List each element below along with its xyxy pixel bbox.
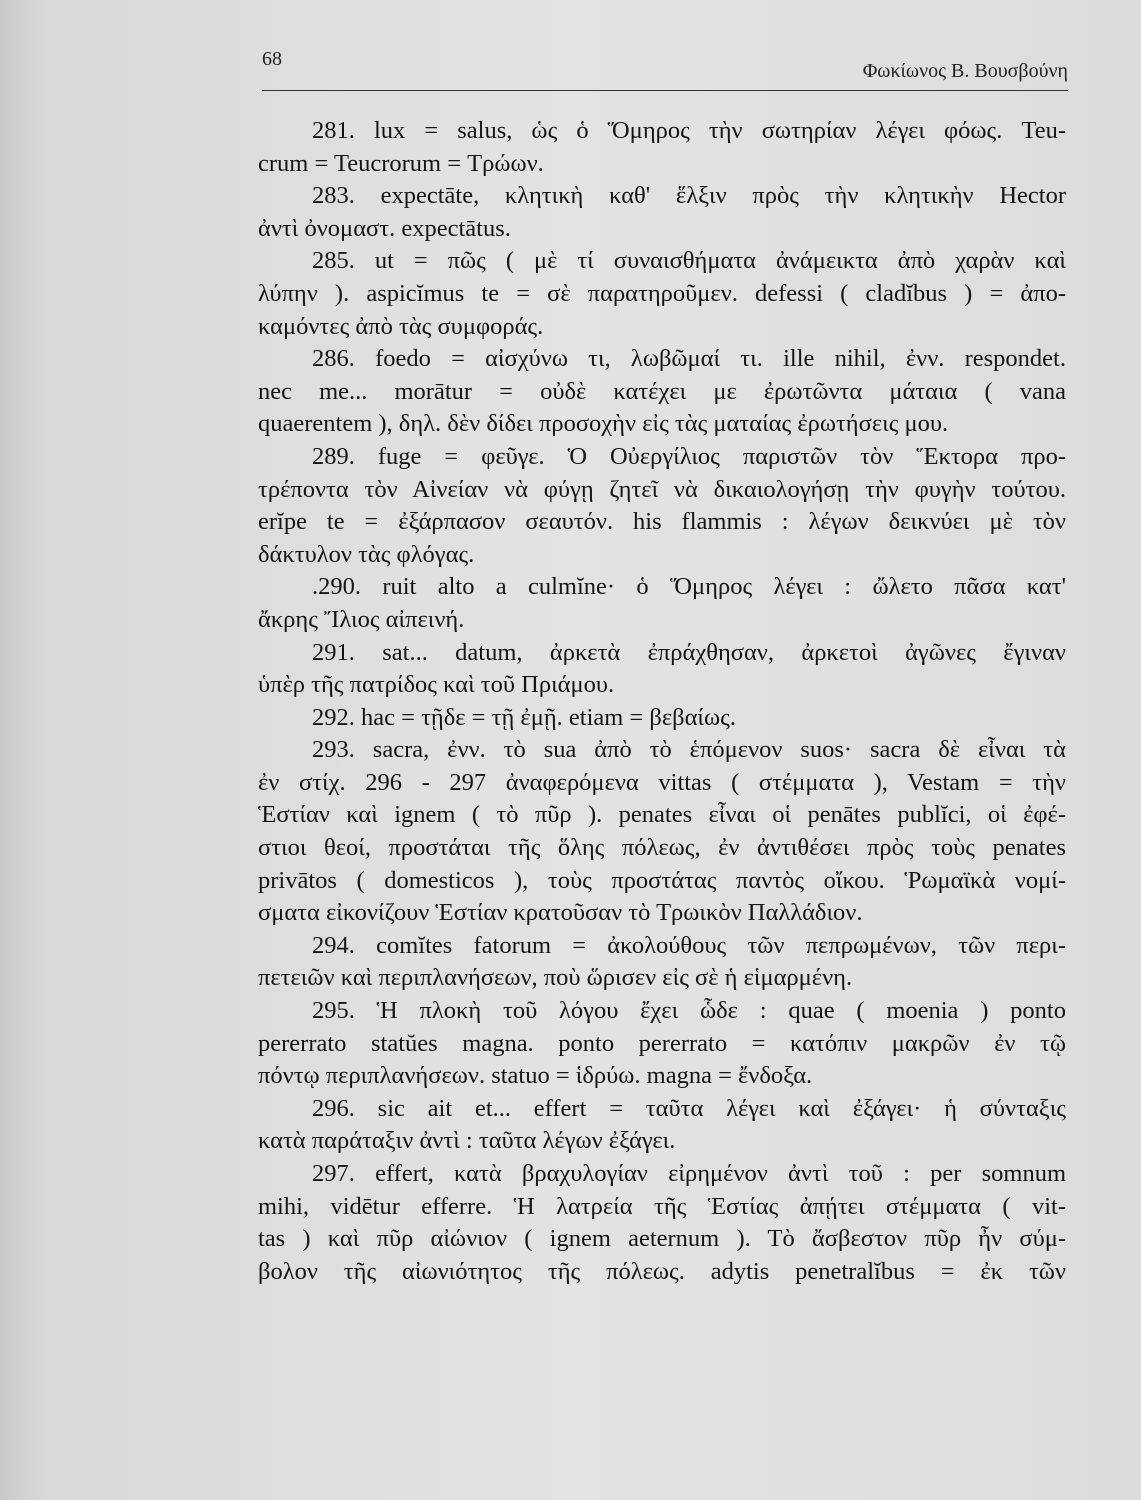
text-line: 289. fuge = φεῦγε. Ὁ Οὐεργίλιος παριστῶν τὸν Ἕκτορα προ- <box>312 442 1066 470</box>
text-line: στιοι θεοί, προστάται τῆς ὅλης πόλεως, ἐν ἀντιθέσει πρὸς τοὺς penates <box>258 834 1066 862</box>
text-line: 286. foedo = αἰσχύνω τι, λωβῶμαί τι. ille nihil, ἐνν. respondet. <box>312 345 1066 373</box>
text-line: quaerentem ), δηλ. δὲν δίδει προσοχὴν εἰς τὰς ματαίας ἐρωτήσεις μου. <box>258 410 949 438</box>
text-line: πετειῶν καὶ περιπλανήσεων, ποὺ ὥρισεν εἰς σὲ ἡ εἱμαρμένη. <box>258 964 853 992</box>
text-line: crum = Teucrorum = Τρώων. <box>258 149 544 177</box>
text-line: Ἑστίαν καὶ ignem ( τὸ πῦρ ). penates εἶναι οἱ penātes publĭci, οἱ ἐφέ- <box>258 801 1066 829</box>
page-header <box>262 48 1068 91</box>
text-line: ὑπὲρ τῆς πατρίδος καὶ τοῦ Πριάμου. <box>258 671 615 699</box>
text-line: δάκτυλον τὰς φλόγας. <box>258 540 475 568</box>
running-head: Φωκίωνος Β. Βουσβούνη <box>862 60 1068 82</box>
commentary-text <box>258 115 1066 1288</box>
text-line: 291. sat... datum, ἀρκετὰ ἐπράχθησαν, ἀρκετοὶ ἀγῶνες ἔγιναν <box>312 638 1066 666</box>
text-line: ἐν στίχ. 296 - 297 ἀναφερόμενα vittas ( στέμματα ), Vestam = τὴν <box>258 768 1066 796</box>
text-line: πόντῳ περιπλανήσεων. statuo = ἱδρύω. magna = ἔνδοξα. <box>258 1062 813 1090</box>
text-line: 297. effert, κατὰ βραχυλογίαν εἰρημένον ἀντὶ τοῦ : per somnum <box>312 1160 1066 1187</box>
text-line: ἀντὶ ὀνομαστ. expectātus. <box>258 214 511 242</box>
text-line: erĭpe te = ἐξάρπασον σεαυτόν. his flammis : λέγων δεικνύει μὲ τὸν <box>258 508 1066 536</box>
text-line: 294. comĭtes fatorum = ἀκολούθους τῶν πεπρωμένων, τῶν περι- <box>312 931 1066 959</box>
text-line: 293. sacra, ἐνν. τὸ sua ἀπὸ τὸ ἑπόμενον suos· sacra δὲ εἶναι τὰ <box>312 736 1066 764</box>
text-line: privātos ( domesticos ), τοὺς προστάτας παντὸς οἴκου. Ῥωμαϊκὰ νομί- <box>258 866 1066 894</box>
text-line: καμόντες ἀπὸ τὰς συμφοράς. <box>258 312 544 340</box>
text-line: λύπην ). aspicĭmus te = σὲ παρατηροῦμεν. defessi ( cladĭbus ) = ἀπο- <box>258 279 1066 307</box>
text-line: 285. ut = πῶς ( μὲ τί συναισθήματα ἀνάμεικτα ἀπὸ χαρὰν καὶ <box>312 247 1066 275</box>
text-line: τρέποντα τὸν Αἰνείαν νὰ φύγῃ ζητεῖ νὰ δικαιολογήσῃ τὴν φυγὴν τούτου. <box>258 475 1066 503</box>
text-line: mihi, vidētur efferre. Ἡ λατρεία τῆς Ἑστίας ἀπῄτει στέμματα ( vit- <box>258 1192 1066 1220</box>
page-number: 68 <box>262 48 282 70</box>
text-line: tas ) καὶ πῦρ αἰώνιον ( ignem aeternum ). Τὸ ἄσβεστον πῦρ ἦν σύμ- <box>258 1225 1066 1253</box>
text-line: nec me... morātur = οὐδὲ κατέχει με ἐρωτῶντα μάταια ( vana <box>258 377 1066 405</box>
text-line: 295. Ἡ πλοκὴ τοῦ λόγου ἔχει ὧδε : quae ( moenia ) ponto <box>312 997 1066 1025</box>
text-line: .290. ruit alto a culmĭne· ὁ Ὅμηρος λέγει : ὤλετο πᾶσα κατ' <box>312 573 1066 601</box>
text-line: κατὰ παράταξιν ἀντὶ : ταῦτα λέγων ἐξάγει. <box>258 1127 676 1155</box>
text-line: pererrato statŭes magna. ponto pererrato = κατόπιν μακρῶν ἐν τῷ <box>258 1029 1066 1057</box>
text-line: σματα εἰκονίζουν Ἑστίαν κρατοῦσαν τὸ Τρωικὸν Παλλάδιον. <box>258 899 863 927</box>
text-line: 296. sic ait et... effert = ταῦτα λέγει καὶ ἐξάγει· ἡ σύνταξις <box>312 1094 1066 1122</box>
text-line: ἄκρης Ἴλιος αἰπεινή. <box>258 605 465 633</box>
text-line: 281. lux = salus, ὡς ὁ Ὅμηρος τὴν σωτηρίαν λέγει φόως. Teu- <box>312 117 1066 144</box>
text-line: βολον τῆς αἰωνιότητος τῆς πόλεως. adytis penetralĭbus = ἐκ τῶν <box>258 1257 1066 1285</box>
text-line: 292. hac = τῇδε = τῇ ἐμῇ. etiam = βεβαίως. <box>312 703 736 731</box>
text-line: 283. expectāte, κλητικὴ καθ' ἕλξιν πρὸς τὴν κλητικὴν Hector <box>312 182 1066 210</box>
